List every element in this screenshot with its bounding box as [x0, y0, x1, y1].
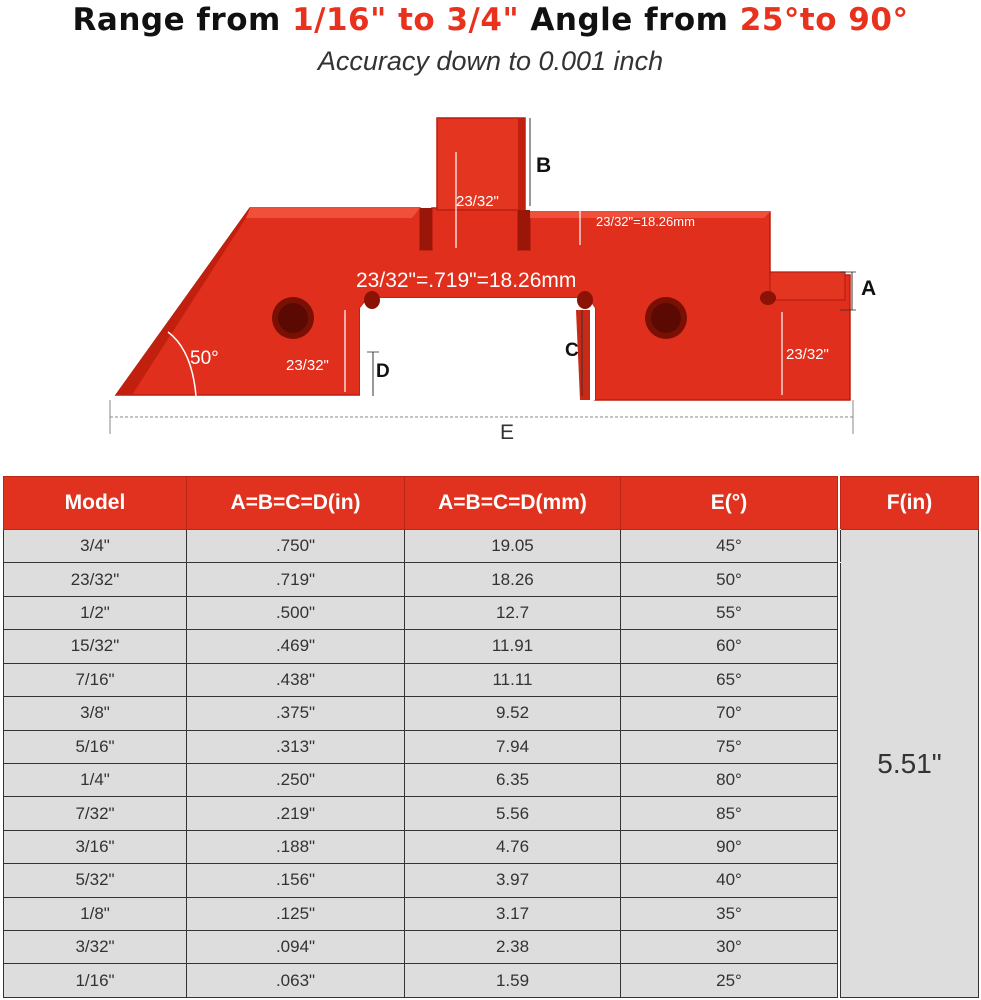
cell-abcd-mm: 4.76	[405, 830, 621, 863]
cell-abcd-mm: 1.59	[405, 964, 621, 998]
headline-angle: 25°to 90°	[739, 2, 909, 38]
cell-abcd-in: .750"	[187, 530, 405, 563]
cell-abcd-mm: 7.94	[405, 730, 621, 763]
cell-model: 1/4"	[4, 763, 187, 796]
dim-top-right: 23/32"=18.26mm	[596, 214, 695, 229]
cell-abcd-in: .313"	[187, 730, 405, 763]
center-opening	[360, 298, 595, 400]
slot-left	[364, 291, 380, 309]
cell-model: 15/32"	[4, 630, 187, 663]
cell-f-value: 5.51"	[841, 530, 979, 998]
table-row	[4, 763, 979, 796]
header-abcd-in: A=B=C=D(in)	[187, 477, 405, 530]
header-e: E(°)	[621, 477, 838, 530]
cell-abcd-in: .125"	[187, 897, 405, 930]
dim-left-slot: 23/32"	[286, 357, 329, 374]
cell-e-angle: 25°	[621, 964, 838, 998]
cell-abcd-in: .469"	[187, 630, 405, 663]
cell-abcd-mm: 5.56	[405, 797, 621, 830]
header-model: Model	[4, 477, 187, 530]
step-notch	[760, 291, 776, 305]
table-row	[4, 663, 979, 696]
dim-main: 23/32"=.719"=18.26mm	[356, 269, 577, 292]
cell-e-angle: 50°	[621, 563, 838, 596]
cell-abcd-mm: 11.91	[405, 630, 621, 663]
cell-e-angle: 80°	[621, 763, 838, 796]
cell-abcd-mm: 2.38	[405, 931, 621, 964]
cell-abcd-in: .156"	[187, 864, 405, 897]
header-f: F(in)	[841, 477, 979, 530]
table-header-row	[4, 477, 979, 530]
cell-abcd-mm: 19.05	[405, 530, 621, 563]
spec-table	[3, 476, 979, 998]
table-row	[4, 630, 979, 663]
slot-right	[577, 291, 593, 309]
label-b: B	[536, 154, 552, 177]
table-row	[4, 563, 979, 596]
right-groove	[518, 210, 530, 250]
table-row	[4, 730, 979, 763]
cell-abcd-mm: 3.97	[405, 864, 621, 897]
cell-abcd-in: .375"	[187, 697, 405, 730]
cell-model: 5/32"	[4, 864, 187, 897]
cell-e-angle: 70°	[621, 697, 838, 730]
angle-label: 50°	[190, 348, 219, 369]
cell-abcd-in: .063"	[187, 964, 405, 998]
label-e: E	[500, 421, 515, 444]
label-d: D	[376, 361, 390, 382]
right-step	[770, 272, 845, 300]
cell-e-angle: 30°	[621, 931, 838, 964]
table-row	[4, 697, 979, 730]
cell-e-angle: 90°	[621, 830, 838, 863]
table-row	[4, 964, 979, 998]
cell-e-angle: 35°	[621, 897, 838, 930]
cell-abcd-in: .500"	[187, 596, 405, 629]
cell-e-angle: 45°	[621, 530, 838, 563]
dim-post: 23/32"	[456, 193, 499, 210]
center-post-side	[518, 118, 525, 210]
cell-e-angle: 60°	[621, 630, 838, 663]
subheadline: Accuracy down to 0.001 inch	[317, 46, 664, 76]
headline-part1: Range from	[72, 2, 293, 38]
cell-model: 7/16"	[4, 663, 187, 696]
table-row	[4, 897, 979, 930]
cell-model: 5/16"	[4, 730, 187, 763]
table-row	[4, 530, 979, 563]
cell-model: 1/2"	[4, 596, 187, 629]
cell-e-angle: 55°	[621, 596, 838, 629]
table-row	[4, 830, 979, 863]
cell-model: 3/8"	[4, 697, 187, 730]
cell-abcd-in: .188"	[187, 830, 405, 863]
setup-block-figure	[0, 100, 981, 450]
cell-model: 7/32"	[4, 797, 187, 830]
cell-abcd-in: .438"	[187, 663, 405, 696]
cell-model: 1/8"	[4, 897, 187, 930]
cell-model: 3/16"	[4, 830, 187, 863]
table-row	[4, 596, 979, 629]
table-row	[4, 797, 979, 830]
headline-part2: Angle from	[519, 2, 740, 38]
cell-abcd-mm: 6.35	[405, 763, 621, 796]
cell-abcd-in: .219"	[187, 797, 405, 830]
headline	[0, 2, 981, 38]
cell-e-angle: 75°	[621, 730, 838, 763]
cell-model: 23/32"	[4, 563, 187, 596]
cell-abcd-mm: 3.17	[405, 897, 621, 930]
cell-e-angle: 85°	[621, 797, 838, 830]
left-groove	[420, 208, 432, 250]
cell-e-angle: 40°	[621, 864, 838, 897]
cell-abcd-in: .250"	[187, 763, 405, 796]
table-row	[4, 864, 979, 897]
cell-abcd-in: .719"	[187, 563, 405, 596]
cell-model: 3/32"	[4, 931, 187, 964]
cell-abcd-mm: 9.52	[405, 697, 621, 730]
header-abcd-mm: A=B=C=D(mm)	[405, 477, 621, 530]
cell-abcd-mm: 11.11	[405, 663, 621, 696]
cell-model: 1/16"	[4, 964, 187, 998]
headline-range: 1/16" to 3/4"	[292, 2, 520, 38]
label-c: C	[565, 340, 579, 361]
table-row	[4, 931, 979, 964]
cell-model: 3/4"	[4, 530, 187, 563]
cell-abcd-mm: 18.26	[405, 563, 621, 596]
block-top-face	[246, 208, 420, 218]
cell-abcd-in: .094"	[187, 931, 405, 964]
label-a: A	[861, 277, 877, 300]
cell-e-angle: 65°	[621, 663, 838, 696]
cell-abcd-mm: 12.7	[405, 596, 621, 629]
dim-right-end: 23/32"	[786, 346, 829, 363]
